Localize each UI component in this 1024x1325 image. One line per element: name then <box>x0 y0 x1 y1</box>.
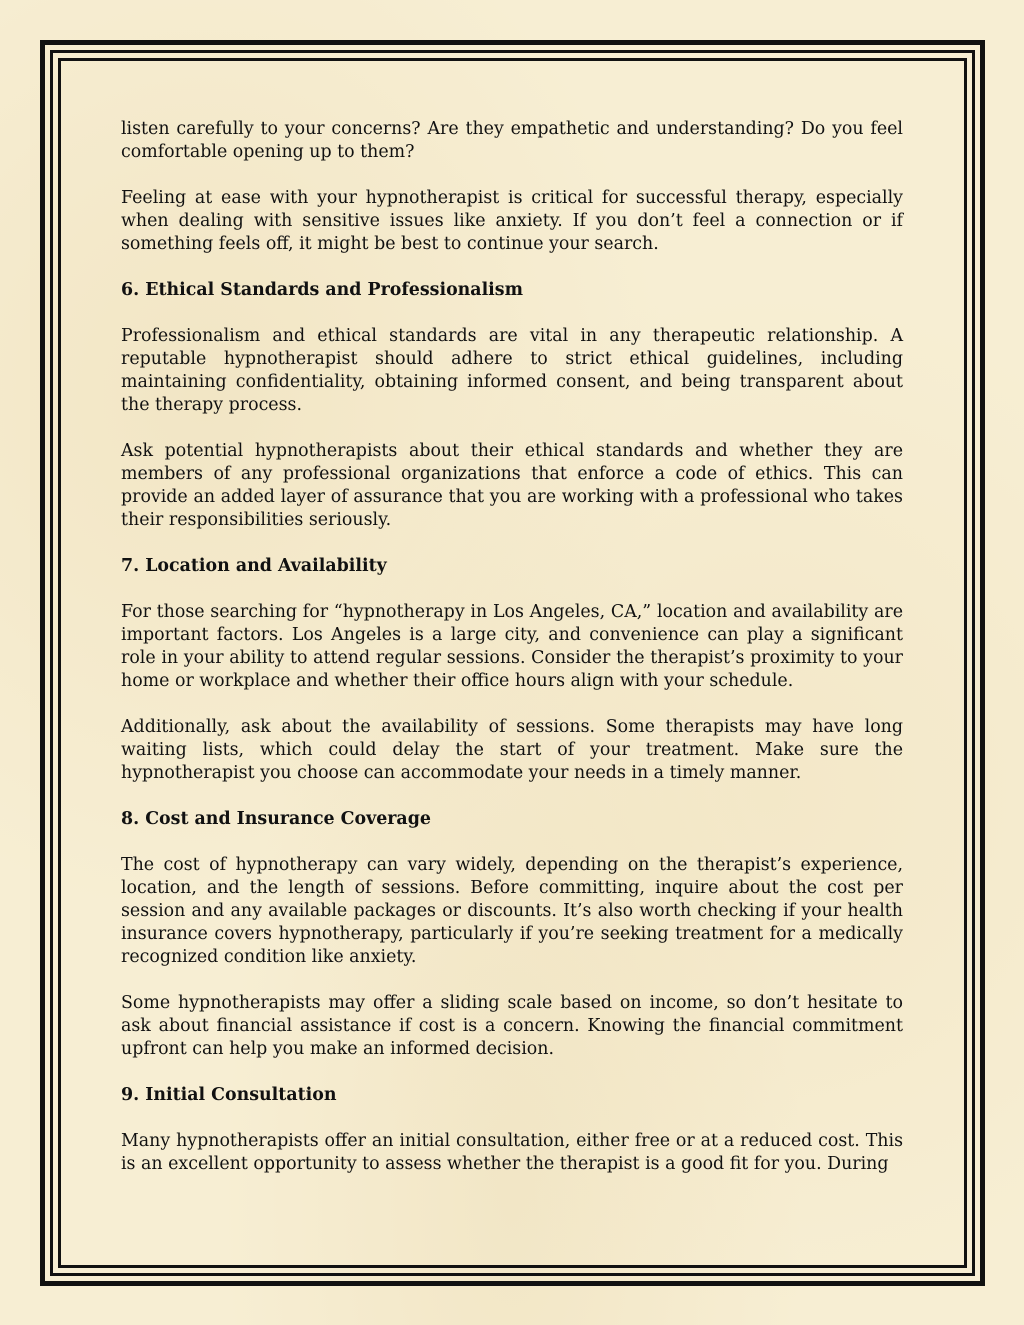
paragraph-cost: The cost of hypnotherapy can vary widely, depending on the therapist’s experience, location, and the length of sessions. Before committing, inquire about the cost per session and any available packages or discounts. It’s also worth checking if your health insurance covers hypnotherapy, particularly if you’re seeking treatment for a medically recognized condition like anxiety. <box>121 855 903 967</box>
document-body <box>121 118 903 1199</box>
paragraph-location: For those searching for “hypnotherapy in Los Angeles, CA,” location and availability are important factors. Los Angeles is a large city, and convenience can play a significant role in your ability to attend regular sessions. Consider the therapist’s proximity to your home or workplace and whether their office hours align with your schedule. <box>121 602 903 691</box>
paragraph-sliding-scale: Some hypnotherapists may offer a sliding scale based on income, so don’t hesitate to ask about financial assistance if cost is a concern. Knowing the financial commitment upfront can help you make an informed decision. <box>121 993 903 1059</box>
heading-ethical-standards: 6. Ethical Standards and Professionalism <box>121 280 523 300</box>
heading-initial-consultation: 9. Initial Consultation <box>121 1085 337 1105</box>
paragraph-initial-consultation: Many hypnotherapists offer an initial consultation, either free or at a reduced cost. This is an excellent opportunity to assess whether the therapist is a good fit for you. During <box>121 1131 903 1174</box>
heading-cost-insurance: 8. Cost and Insurance Coverage <box>121 809 431 829</box>
paragraph-availability: Additionally, ask about the availability of sessions. Some therapists may have long waiting lists, which could delay the start of your treatment. Make sure the hypnotherapist you choose can accommodate your needs in a timely manner. <box>121 717 903 783</box>
heading-location-availability: 7. Location and Availability <box>121 556 387 576</box>
paragraph-therapist-concerns: listen carefully to your concerns? Are they empathetic and understanding? Do you feel comfortable opening up to them? <box>121 119 903 162</box>
paragraph-professionalism: Professionalism and ethical standards are vital in any therapeutic relationship. A reputable hypnotherapist should adhere to strict ethical guidelines, including maintaining confidentiality, obtaining informed consent, and being transparent about the therapy process. <box>121 326 903 415</box>
paragraph-ask-ethical-standards: Ask potential hypnotherapists about their ethical standards and whether they are members of any professional organizations that enforce a code of ethics. This can provide an added layer of assurance that you are working with a professional who takes their responsibilities seriously. <box>121 441 903 530</box>
paragraph-feeling-at-ease: Feeling at ease with your hypnotherapist is critical for successful therapy, especially when dealing with sensitive issues like anxiety. If you don’t feel a connection or if something feels off, it might be best to continue your search. <box>121 188 903 254</box>
